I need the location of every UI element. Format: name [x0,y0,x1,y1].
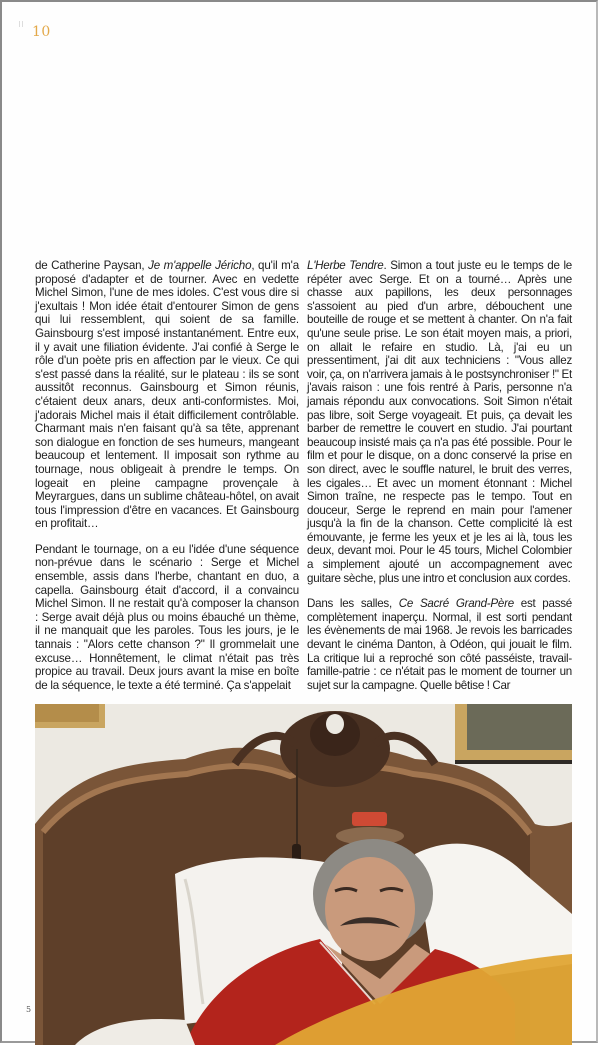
song-title: L'Herbe Tendre [307,259,384,272]
paragraph [35,259,299,531]
paragraph-text: Dans les salles, [307,597,399,611]
page-number: 10 [32,24,51,40]
side-mark: 5 [26,1005,32,1014]
text-column-left [35,259,299,692]
photo-man-in-bed [35,704,572,1045]
text-column-right [307,259,572,692]
face [325,857,415,961]
paragraph-text: , qu'il m'a proposé d'adapter et de tourner. Avec en vedette Michel Simon, l'une de mes idoles. C'est vous dire si j'exultais ! Mon idée était d'entourer Simon de gens qui lui ressemblent, qui soient de sa famille. Gainsbourg s'est imposé instantanément. Entre eux, il y avait une filiation évidente. J'ai confié à Serge le rôle d'un poète pris en affection par le vieux. Ce qui s'est passé dans la réalité, sur le plateau : ils se sont aussitôt reconnus. Gainsbourg et Simon réunis, c'étaient deux anars, deux anti-conformistes. Moi, j'adorais Michel mais il était difficilement contrôlable. Charmant mais n'en faisant qu'à sa tête, apprenant son dialogue en fonction de ses humeurs, mangeant beaucoup et lentement. Il imposait son rythme au tournage, nous obligeait à prendre le temps. On logeait en pleine campagne provençale à Meyrargues, dans un sublime château-hôtel, on avait tous l'impression d'être en vacances. Et Gainsbourg en profitait… [35,259,299,531]
film-title: Ce Sacré Grand-Père [398,597,514,611]
picture-frame-right [455,704,572,764]
paragraph [307,259,572,585]
paragraph [307,597,572,692]
paragraph: Pendant le tournage, on a eu l'idée d'une séquence non-prévue dans le scénario : Serge et Michel ensemble, assis dans l'herbe, chantant en duo, a capella. Gainsbourg était d'accord, il a convaincu Michel Simon. Il ne restait qu'à composer la chanson : Serge avait déjà plus ou moins ébauché un thème, il ne manquait que les paroles. Tous les jours, je le tannais : "Alors cette chanson ?" Il grommelait une excuse… Honnêtement, le climat n'était pas très propice au travail. Deux jours avant la mise en boîte de la séquence, le texte a été terminé. Ça s'appelait [35,542,299,692]
crop-mark [19,21,23,27]
paragraph-text: est passé complètement inaperçu. Normal, il est sorti pendant les évènements de mai 1968. Je revois les barricades devant le cinéma Danton, à Odéon, qui jouait le film. La critique lui a reproché son côté passéiste, travail-famille-patrie : ce n'était pas le moment de tourner un sujet sur la campagne. Quelle bêtise ! Car [307,597,572,692]
picture-frame-left [35,704,105,728]
book-title: Je m'appelle Jéricho [148,259,252,272]
photo-illustration [35,704,572,1045]
paragraph-text: . Simon a tout juste eu le temps de le répéter avec Serge. Et on a tourné… Après une chasse aux papillons, les deux personnages s'assoient au pied d'un arbre, débouchent une bouteille de rouge et se mettent à chanter. On n'a fait qu'une seule prise. Le son était moyen mais, a priori, on allait le refaire en studio. Là, j'ai eu un pressentiment, j'ai dit aux techniciens : "Vous allez voir, ça, on n'arrivera jamais à le postsynchroniser !" Et j'avais raison : une fois rentré à Paris, personne n'a jamais répondu aux convocations. Soit Simon n'était pas libre, soit Serge voyageait. Et puis, ça devait les barber de remettre le couvert en studio. J'ai pourtant beaucoup insisté mais ça n'a pas été possible. Pour le film et pour le disque, on a donc conservé la prise en son direct, avec le souffle naturel, le bruit des verres, les cigales… Et avec un moment étonnant : Michel Simon traîne, ne respecte pas le tempo. Tout en douceur, Serge le reprend en main pour l'amener jusqu'à la fin de la chanson. Cette complicité là est émouvante, je ferme les yeux et je les ai là, tous les deux, devant moi. Pour le 45 tours, Michel Colombier a simplement ajouté un accompagnement avec guitare sèche, plus une intro et conclusion aux cordes. [307,259,572,585]
paragraph-text: de Catherine Paysan, [35,259,149,272]
